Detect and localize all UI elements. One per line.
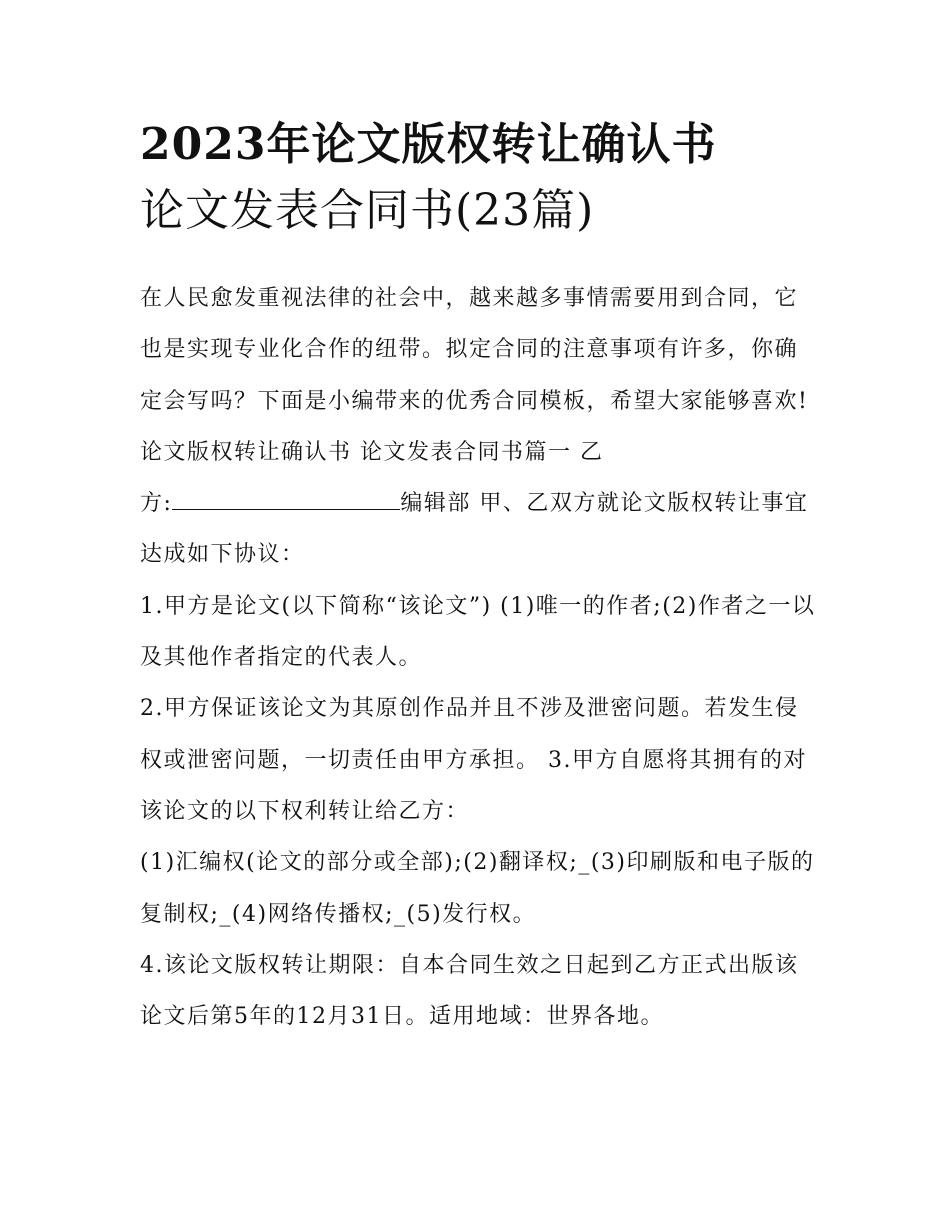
intro-paragraph: 在人民愈发重视法律的社会中，越来越多事情需要用到合同，它也是实现专业化合作的纽带。拟定合同的注意事项有许多，你确定会写吗？下面是小编带来的优秀合同模板，希望大家能够喜欢! (140, 286, 809, 414)
party-line-prefix: 方: (140, 491, 173, 517)
rights-list-paragraph: (1)汇编权(论文的部分或全部);(2)翻译权;_(3)印刷版和电子版的复制权;_(4)网络传播权;_(5)发行权。 (140, 850, 815, 927)
document-title (140, 112, 840, 244)
clause-4-paragraph: 4.该论文版权转让期限：自本合同生效之日起到乙方正式出版该论文后第5年的12月31日。适用地域：世界各地。 (140, 952, 799, 1030)
title-line-2: 论文发表合同书(23篇) (140, 185, 595, 236)
clause-1-paragraph: 1.甲方是论文(以下简称“该论文”) (1)唯一的作者;(2)作者之一以及其他作者指定的代表人。 (140, 593, 816, 671)
party-name-blank (172, 491, 400, 510)
document-body (140, 273, 820, 1042)
clause-2-3-paragraph: 2.甲方保证该论文为其原创作品并且不涉及泄密问题。若发生侵权或泄密问题，一切责任由甲方承担。 3.甲方自愿将其拥有的对该论文的以下权利转让给乙方： (140, 696, 807, 824)
party-paragraph (140, 478, 820, 581)
party-line-suffix: 编辑部 甲、乙双方就论文版权转让事宜达成如下协议： (140, 491, 809, 568)
section-heading-paragraph: 论文版权转让确认书 论文发表合同书篇一 乙 (140, 439, 604, 465)
title-line-1: 2023年论文版权转让确认书 (140, 119, 717, 170)
